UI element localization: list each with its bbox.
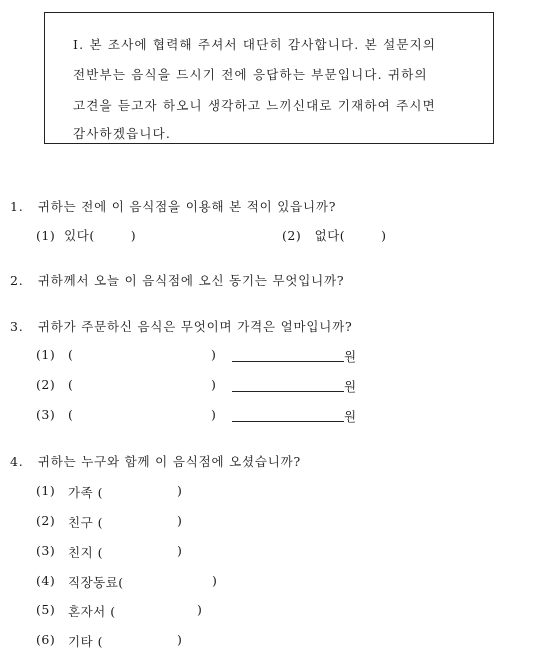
q4-option-1-num: (1) bbox=[36, 483, 56, 498]
q1-option-2-label: 없다( bbox=[314, 228, 346, 243]
intro-line-2: 전반부는 음식을 드시기 전에 응답하는 부문입니다. 귀하의 bbox=[73, 67, 428, 82]
q4-option-4-close: ) bbox=[212, 573, 218, 588]
question-3-number: 3. bbox=[10, 319, 24, 334]
question-4 bbox=[10, 452, 301, 470]
q3-row-3-unit: 원 bbox=[344, 409, 357, 424]
q1-option-1-close: ) bbox=[130, 228, 137, 243]
q4-option-5-label[interactable]: 혼자서 ( bbox=[68, 604, 116, 619]
q4-option-5-close: ) bbox=[197, 602, 203, 617]
q4-option-6-close: ) bbox=[177, 632, 183, 647]
q3-row-1-open: ( bbox=[68, 347, 74, 362]
q1-option-1-num: (1) bbox=[36, 228, 56, 243]
q4-option-5-num: (5) bbox=[36, 602, 56, 617]
q3-row-3-num: (3) bbox=[36, 407, 56, 422]
q4-option-3-num: (3) bbox=[36, 543, 56, 558]
q3-row-3-price-line[interactable] bbox=[232, 421, 344, 422]
question-4-text: 귀하는 누구와 함께 이 음식점에 오셨습니까? bbox=[37, 454, 301, 469]
q4-option-1-label[interactable]: 가족 ( bbox=[68, 485, 104, 500]
q1-option-1-label: 있다( bbox=[64, 228, 95, 243]
q3-row-2-close: ) bbox=[211, 377, 217, 392]
q1-option-1[interactable] bbox=[36, 226, 136, 244]
q1-option-2[interactable] bbox=[282, 226, 387, 244]
q3-row-3-close: ) bbox=[211, 407, 217, 422]
intro-line-3: 고견을 듣고자 하오니 생각하고 느끼신대로 기재하여 주시면 bbox=[73, 98, 436, 113]
intro-line-4: 감사하겠읍니다. bbox=[73, 126, 172, 141]
question-1 bbox=[10, 197, 336, 215]
q1-option-2-close: ) bbox=[381, 228, 387, 243]
q4-option-4-num: (4) bbox=[36, 573, 56, 588]
q3-row-2-price-line[interactable] bbox=[232, 391, 344, 392]
q3-row-1-price-line[interactable] bbox=[232, 361, 344, 362]
q3-row-2-open: ( bbox=[68, 377, 74, 392]
q4-option-6-label[interactable]: 기타 ( bbox=[68, 634, 104, 649]
question-1-number: 1. bbox=[10, 199, 24, 214]
question-2-text: 귀하께서 오늘 이 음식점에 오신 동기는 무엇입니까? bbox=[37, 273, 345, 288]
intro-box bbox=[44, 12, 494, 144]
q3-row-1-unit: 원 bbox=[344, 349, 357, 364]
q4-option-2-close: ) bbox=[177, 513, 183, 528]
question-1-text: 귀하는 전에 이 음식점을 이용해 본 적이 있읍니까? bbox=[37, 199, 337, 214]
q4-option-3-label[interactable]: 친지 ( bbox=[68, 545, 104, 560]
question-2-number: 2. bbox=[10, 273, 24, 288]
q4-option-2-label[interactable]: 친구 ( bbox=[68, 515, 104, 530]
q3-row-3-open: ( bbox=[68, 407, 74, 422]
intro-line-1: I. 본 조사에 협력해 주셔서 대단히 감사합니다. 본 설문지의 bbox=[73, 37, 437, 52]
q1-option-2-num: (2) bbox=[282, 228, 302, 243]
q3-row-1-num: (1) bbox=[36, 347, 56, 362]
q4-option-6-num: (6) bbox=[36, 632, 56, 647]
question-2 bbox=[10, 271, 344, 289]
q3-row-1-close: ) bbox=[211, 347, 217, 362]
question-3-text: 귀하가 주문하신 음식은 무엇이며 가격은 얼마입니까? bbox=[37, 319, 353, 334]
q3-row-2-num: (2) bbox=[36, 377, 56, 392]
q3-row-2-unit: 원 bbox=[344, 379, 357, 394]
q4-option-3-close: ) bbox=[177, 543, 183, 558]
question-3 bbox=[10, 317, 352, 335]
question-4-number: 4. bbox=[10, 454, 24, 469]
q4-option-4-label[interactable]: 직장동료( bbox=[68, 575, 124, 590]
q4-option-1-close: ) bbox=[177, 483, 183, 498]
q4-option-2-num: (2) bbox=[36, 513, 56, 528]
